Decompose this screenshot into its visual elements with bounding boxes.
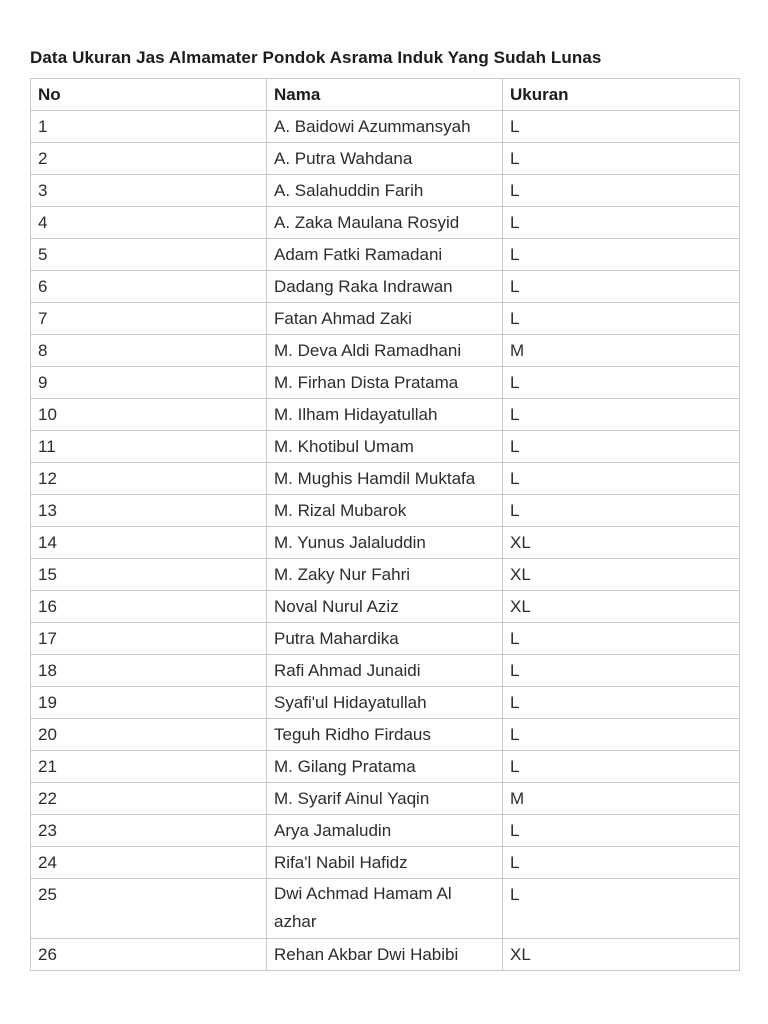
table-row bbox=[31, 271, 740, 303]
cell-nama: M. Firhan Dista Pratama bbox=[267, 367, 503, 399]
cell-nama: Putra Mahardika bbox=[267, 623, 503, 655]
cell-nama: Arya Jamaludin bbox=[267, 815, 503, 847]
cell-no: 7 bbox=[31, 303, 267, 335]
cell-no: 25 bbox=[31, 879, 267, 939]
cell-nama: Adam Fatki Ramadani bbox=[267, 239, 503, 271]
cell-no: 1 bbox=[31, 111, 267, 143]
cell-ukuran: L bbox=[503, 623, 740, 655]
cell-ukuran: L bbox=[503, 239, 740, 271]
cell-no: 4 bbox=[31, 207, 267, 239]
table-row bbox=[31, 207, 740, 239]
cell-ukuran: L bbox=[503, 111, 740, 143]
table-row bbox=[31, 239, 740, 271]
cell-no: 17 bbox=[31, 623, 267, 655]
cell-ukuran: L bbox=[503, 367, 740, 399]
cell-no: 11 bbox=[31, 431, 267, 463]
table-row bbox=[31, 175, 740, 207]
cell-ukuran: L bbox=[503, 719, 740, 751]
cell-no: 9 bbox=[31, 367, 267, 399]
cell-no: 15 bbox=[31, 559, 267, 591]
table-row bbox=[31, 815, 740, 847]
table-row bbox=[31, 559, 740, 591]
table-row bbox=[31, 623, 740, 655]
table-row bbox=[31, 335, 740, 367]
cell-no: 18 bbox=[31, 655, 267, 687]
cell-nama: Rafi Ahmad Junaidi bbox=[267, 655, 503, 687]
cell-no: 10 bbox=[31, 399, 267, 431]
cell-ukuran: L bbox=[503, 687, 740, 719]
table-row bbox=[31, 399, 740, 431]
cell-no: 2 bbox=[31, 143, 267, 175]
table-row bbox=[31, 939, 740, 971]
cell-nama: A. Putra Wahdana bbox=[267, 143, 503, 175]
cell-nama: M. Yunus Jalaluddin bbox=[267, 527, 503, 559]
cell-ukuran: L bbox=[503, 175, 740, 207]
cell-nama: M. Zaky Nur Fahri bbox=[267, 559, 503, 591]
cell-ukuran: L bbox=[503, 655, 740, 687]
table-row bbox=[31, 367, 740, 399]
table-row bbox=[31, 527, 740, 559]
cell-ukuran: L bbox=[503, 431, 740, 463]
cell-no: 16 bbox=[31, 591, 267, 623]
cell-ukuran: L bbox=[503, 463, 740, 495]
table-row bbox=[31, 463, 740, 495]
cell-no: 21 bbox=[31, 751, 267, 783]
table-row bbox=[31, 495, 740, 527]
cell-no: 13 bbox=[31, 495, 267, 527]
cell-nama: Fatan Ahmad Zaki bbox=[267, 303, 503, 335]
cell-nama: A. Baidowi Azummansyah bbox=[267, 111, 503, 143]
cell-ukuran: XL bbox=[503, 591, 740, 623]
cell-no: 5 bbox=[31, 239, 267, 271]
cell-ukuran: L bbox=[503, 879, 740, 939]
cell-ukuran: L bbox=[503, 815, 740, 847]
cell-nama: A. Salahuddin Farih bbox=[267, 175, 503, 207]
table-row bbox=[31, 847, 740, 879]
cell-nama: M. Deva Aldi Ramadhani bbox=[267, 335, 503, 367]
cell-ukuran: L bbox=[503, 399, 740, 431]
page-title: Data Ukuran Jas Almamater Pondok Asrama Induk Yang Sudah Lunas bbox=[30, 48, 602, 67]
table-header-row bbox=[31, 79, 740, 111]
cell-nama: A. Zaka Maulana Rosyid bbox=[267, 207, 503, 239]
table-row bbox=[31, 879, 740, 939]
cell-nama: M. Syarif Ainul Yaqin bbox=[267, 783, 503, 815]
table-row bbox=[31, 111, 740, 143]
cell-nama: Teguh Ridho Firdaus bbox=[267, 719, 503, 751]
header-ukuran: Ukuran bbox=[503, 79, 740, 111]
cell-no: 20 bbox=[31, 719, 267, 751]
cell-ukuran: L bbox=[503, 751, 740, 783]
cell-nama: Syafi'ul Hidayatullah bbox=[267, 687, 503, 719]
cell-nama: M. Gilang Pratama bbox=[267, 751, 503, 783]
cell-no: 12 bbox=[31, 463, 267, 495]
cell-no: 24 bbox=[31, 847, 267, 879]
cell-no: 6 bbox=[31, 271, 267, 303]
header-no: No bbox=[31, 79, 267, 111]
table-row bbox=[31, 303, 740, 335]
table-row bbox=[31, 687, 740, 719]
size-table bbox=[30, 78, 740, 971]
cell-nama: Dwi Achmad Hamam Al azhar bbox=[267, 879, 503, 939]
cell-ukuran: L bbox=[503, 847, 740, 879]
table-row bbox=[31, 431, 740, 463]
cell-no: 19 bbox=[31, 687, 267, 719]
cell-ukuran: L bbox=[503, 495, 740, 527]
table-row bbox=[31, 655, 740, 687]
cell-ukuran: XL bbox=[503, 527, 740, 559]
cell-no: 26 bbox=[31, 939, 267, 971]
cell-no: 14 bbox=[31, 527, 267, 559]
cell-ukuran: L bbox=[503, 207, 740, 239]
cell-no: 22 bbox=[31, 783, 267, 815]
table-row bbox=[31, 751, 740, 783]
cell-nama: M. Khotibul Umam bbox=[267, 431, 503, 463]
cell-ukuran: XL bbox=[503, 939, 740, 971]
table-row bbox=[31, 143, 740, 175]
cell-no: 23 bbox=[31, 815, 267, 847]
cell-nama: M. Ilham Hidayatullah bbox=[267, 399, 503, 431]
cell-nama: Rifa'l Nabil Hafidz bbox=[267, 847, 503, 879]
cell-no: 3 bbox=[31, 175, 267, 207]
cell-ukuran: L bbox=[503, 143, 740, 175]
cell-nama: Noval Nurul Aziz bbox=[267, 591, 503, 623]
cell-ukuran: XL bbox=[503, 559, 740, 591]
table-row bbox=[31, 591, 740, 623]
cell-ukuran: L bbox=[503, 271, 740, 303]
cell-nama: Rehan Akbar Dwi Habibi bbox=[267, 939, 503, 971]
cell-ukuran: M bbox=[503, 783, 740, 815]
cell-nama: M. Mughis Hamdil Muktafa bbox=[267, 463, 503, 495]
cell-nama: M. Rizal Mubarok bbox=[267, 495, 503, 527]
cell-ukuran: M bbox=[503, 335, 740, 367]
table-row bbox=[31, 783, 740, 815]
header-nama: Nama bbox=[267, 79, 503, 111]
cell-nama: Dadang Raka Indrawan bbox=[267, 271, 503, 303]
table-row bbox=[31, 719, 740, 751]
cell-ukuran: L bbox=[503, 303, 740, 335]
cell-no: 8 bbox=[31, 335, 267, 367]
